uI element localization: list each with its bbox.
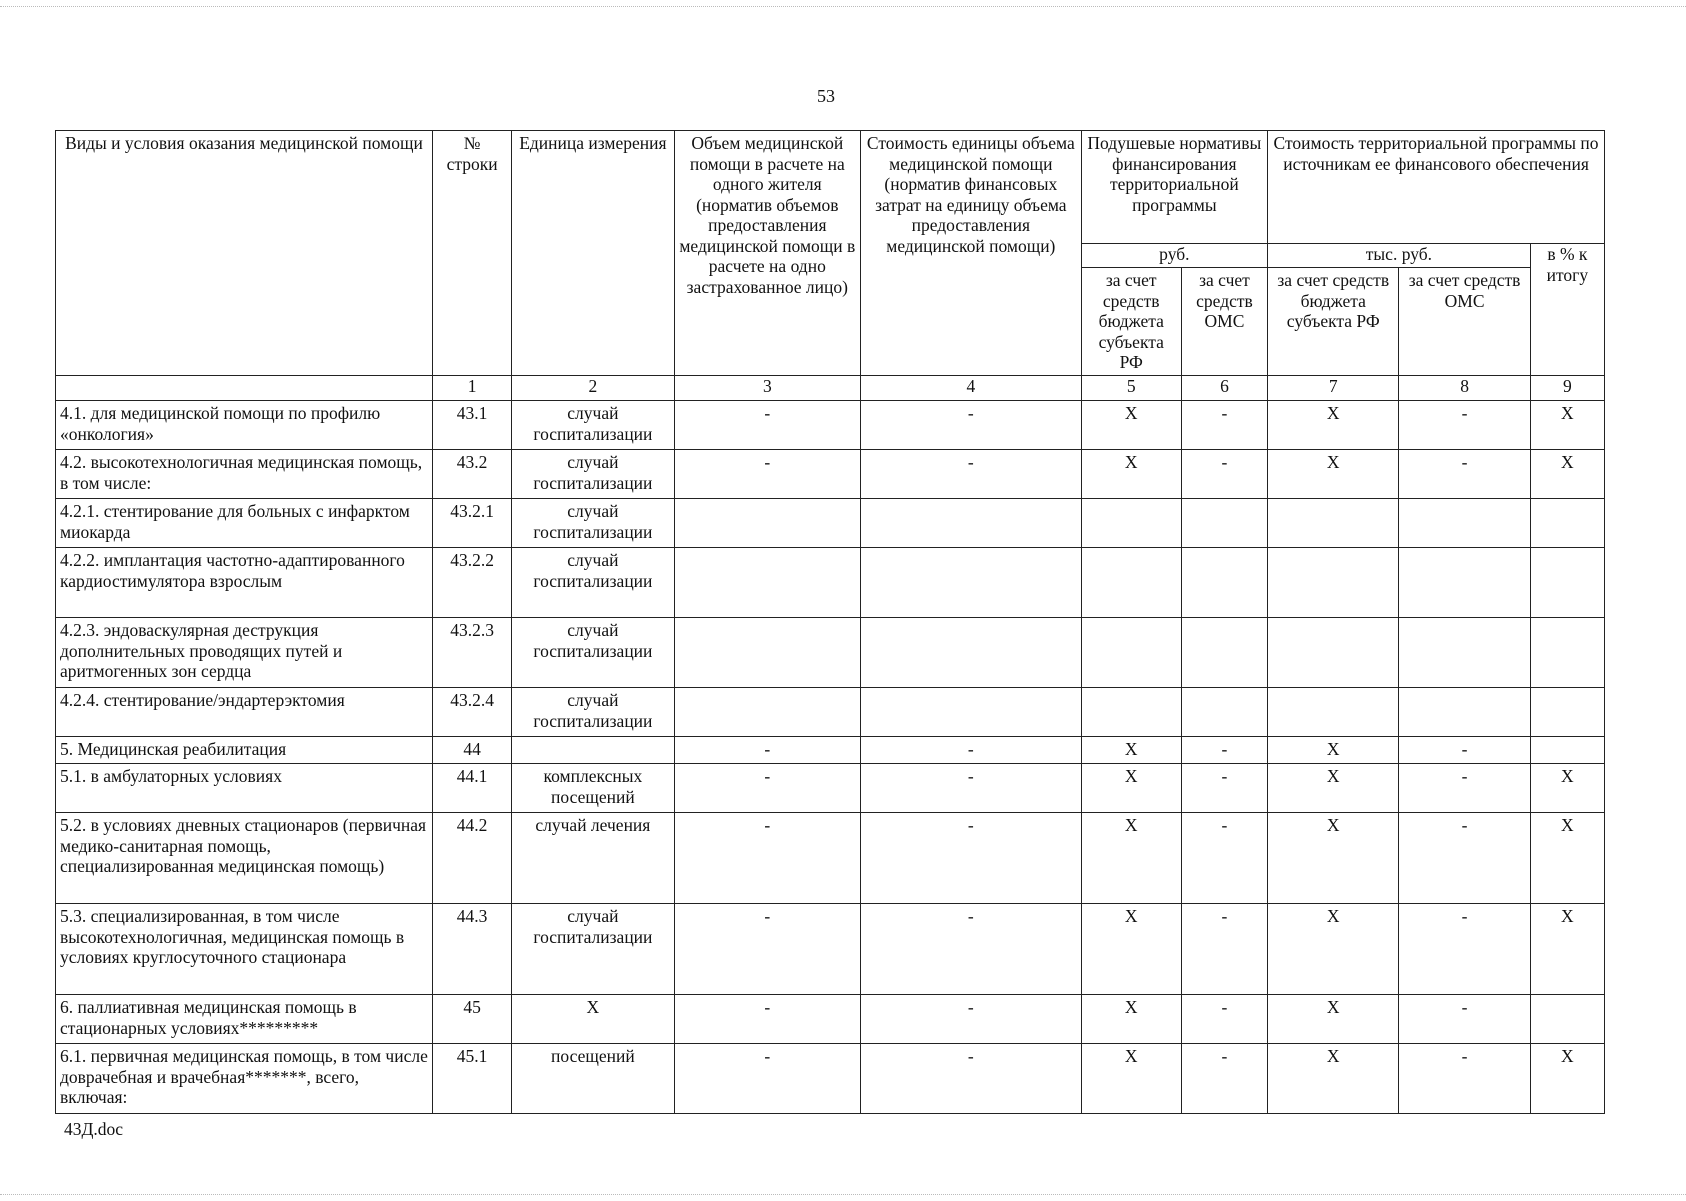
row-unit: X bbox=[512, 995, 674, 1044]
row-program-budget: X bbox=[1268, 1044, 1399, 1114]
row-percap-oms bbox=[1181, 499, 1267, 548]
row-percap-budget: X bbox=[1081, 401, 1181, 450]
row-unit: комплексных посещений bbox=[512, 764, 674, 813]
row-volume: - bbox=[674, 904, 860, 995]
row-percap-oms: - bbox=[1181, 813, 1267, 904]
table-row bbox=[56, 401, 1605, 450]
row-number: 44.1 bbox=[432, 764, 511, 813]
row-number: 43.2 bbox=[432, 450, 511, 499]
column-number: 9 bbox=[1530, 376, 1604, 401]
row-number: 43.1 bbox=[432, 401, 511, 450]
row-unit-cost: - bbox=[861, 737, 1082, 764]
row-percap-budget: X bbox=[1081, 813, 1181, 904]
table-row bbox=[56, 995, 1605, 1044]
row-volume bbox=[674, 548, 860, 618]
table-row bbox=[56, 737, 1605, 764]
row-number: 43.2.2 bbox=[432, 548, 511, 618]
row-number: 43.2.4 bbox=[432, 688, 511, 737]
row-unit-cost bbox=[861, 548, 1082, 618]
row-program-budget: X bbox=[1268, 737, 1399, 764]
row-unit-cost: - bbox=[861, 764, 1082, 813]
column-number: 5 bbox=[1081, 376, 1181, 401]
row-program-budget bbox=[1268, 499, 1399, 548]
row-unit: случай госпитализации bbox=[512, 450, 674, 499]
row-percap-budget: X bbox=[1081, 1044, 1181, 1114]
file-name-footer: 43Д.doc bbox=[64, 1119, 124, 1139]
scan-edge-top bbox=[0, 0, 1686, 7]
row-unit: случай госпитализации bbox=[512, 904, 674, 995]
table-row bbox=[56, 904, 1605, 995]
table-row bbox=[56, 813, 1605, 904]
row-percap-budget bbox=[1081, 499, 1181, 548]
row-name: 4.2.3. эндоваскулярная деструкция дополнительных проводящих путей и аритмогенных зон сердца bbox=[56, 618, 433, 688]
row-unit: посещений bbox=[512, 1044, 674, 1114]
row-volume: - bbox=[674, 401, 860, 450]
row-unit bbox=[512, 737, 674, 764]
row-program-oms bbox=[1399, 688, 1530, 737]
row-percent bbox=[1530, 737, 1604, 764]
row-unit-cost: - bbox=[861, 450, 1082, 499]
table-row bbox=[56, 450, 1605, 499]
row-percap-oms: - bbox=[1181, 1044, 1267, 1114]
row-percap-oms: - bbox=[1181, 764, 1267, 813]
column-number: 4 bbox=[861, 376, 1082, 401]
table-row bbox=[56, 548, 1605, 618]
header-unit: Единица измерения bbox=[512, 131, 674, 376]
row-percent bbox=[1530, 499, 1604, 548]
column-number: 6 bbox=[1181, 376, 1267, 401]
row-percap-oms bbox=[1181, 548, 1267, 618]
row-percent bbox=[1530, 618, 1604, 688]
table-row bbox=[56, 499, 1605, 548]
row-percap-budget bbox=[1081, 618, 1181, 688]
row-percap-budget: X bbox=[1081, 904, 1181, 995]
row-program-oms bbox=[1399, 548, 1530, 618]
table-row bbox=[56, 764, 1605, 813]
row-program-budget bbox=[1268, 548, 1399, 618]
row-percap-oms: - bbox=[1181, 995, 1267, 1044]
header-rub: руб. bbox=[1081, 244, 1267, 268]
header-sub-budget-5: за счет средств бюджета субъекта РФ bbox=[1081, 268, 1181, 376]
row-name: 4.2.1. стентирование для больных с инфарктом миокарда bbox=[56, 499, 433, 548]
row-program-oms: - bbox=[1399, 401, 1530, 450]
row-name: 6.1. первичная медицинская помощь, в том числе доврачебная и врачебная*******, всего, включая: bbox=[56, 1044, 433, 1114]
row-unit: случай госпитализации bbox=[512, 401, 674, 450]
row-unit: случай госпитализации bbox=[512, 618, 674, 688]
row-name: 5. Медицинская реабилитация bbox=[56, 737, 433, 764]
column-number: 8 bbox=[1399, 376, 1530, 401]
row-percent: X bbox=[1530, 450, 1604, 499]
row-percent: X bbox=[1530, 904, 1604, 995]
row-unit: случай лечения bbox=[512, 813, 674, 904]
row-percap-oms: - bbox=[1181, 737, 1267, 764]
table-row bbox=[56, 688, 1605, 737]
column-numbers-row bbox=[56, 376, 1605, 401]
column-number: 7 bbox=[1268, 376, 1399, 401]
row-percap-budget: X bbox=[1081, 764, 1181, 813]
row-unit-cost: - bbox=[861, 401, 1082, 450]
row-program-oms: - bbox=[1399, 904, 1530, 995]
row-program-budget: X bbox=[1268, 450, 1399, 499]
row-volume: - bbox=[674, 737, 860, 764]
row-program-oms: - bbox=[1399, 995, 1530, 1044]
row-percap-oms: - bbox=[1181, 904, 1267, 995]
row-unit: случай госпитализации bbox=[512, 548, 674, 618]
row-program-oms: - bbox=[1399, 813, 1530, 904]
column-number bbox=[56, 376, 433, 401]
row-number: 43.2.3 bbox=[432, 618, 511, 688]
header-sub-oms-6: за счет средств ОМС bbox=[1181, 268, 1267, 376]
column-number: 1 bbox=[432, 376, 511, 401]
page-number: 53 bbox=[817, 86, 835, 106]
header-per-capita: Подушевые нормативы финансирования территориальной программы bbox=[1081, 131, 1267, 244]
row-percap-budget: X bbox=[1081, 737, 1181, 764]
row-volume: - bbox=[674, 995, 860, 1044]
row-volume bbox=[674, 499, 860, 548]
row-unit-cost: - bbox=[861, 1044, 1082, 1114]
row-program-budget bbox=[1268, 688, 1399, 737]
row-program-budget: X bbox=[1268, 401, 1399, 450]
row-program-oms: - bbox=[1399, 1044, 1530, 1114]
row-percap-budget: X bbox=[1081, 450, 1181, 499]
header-volume: Объем медицинской помощи в расчете на одного жителя (норматив объемов предоставления медицинской помощи в расчете на одно застрахованное лицо) bbox=[674, 131, 860, 376]
row-volume: - bbox=[674, 1044, 860, 1114]
row-name: 6. паллиативная медицинская помощь в стационарных условиях********* bbox=[56, 995, 433, 1044]
row-percent: X bbox=[1530, 813, 1604, 904]
medical-care-table bbox=[55, 130, 1605, 1114]
row-number: 44 bbox=[432, 737, 511, 764]
row-unit-cost: - bbox=[861, 995, 1082, 1044]
row-program-oms bbox=[1399, 618, 1530, 688]
row-program-oms bbox=[1399, 499, 1530, 548]
header-sub-oms-8: за счет средств ОМС bbox=[1399, 268, 1530, 376]
column-number: 3 bbox=[674, 376, 860, 401]
header-program-cost: Стоимость территориальной программы по источникам ее финансового обеспечения bbox=[1268, 131, 1605, 244]
row-number: 45 bbox=[432, 995, 511, 1044]
row-name: 5.1. в амбулаторных условиях bbox=[56, 764, 433, 813]
row-unit-cost bbox=[861, 618, 1082, 688]
row-unit: случай госпитализации bbox=[512, 499, 674, 548]
row-percap-budget bbox=[1081, 548, 1181, 618]
column-number: 2 bbox=[512, 376, 674, 401]
header-sub-budget-7: за счет средств бюджета субъекта РФ bbox=[1268, 268, 1399, 376]
row-name: 4.2.4. стентирование/эндартерэктомия bbox=[56, 688, 433, 737]
row-volume: - bbox=[674, 813, 860, 904]
row-unit: случай госпитализации bbox=[512, 688, 674, 737]
row-percent: X bbox=[1530, 1044, 1604, 1114]
row-percap-oms bbox=[1181, 618, 1267, 688]
row-percent: X bbox=[1530, 401, 1604, 450]
row-number: 43.2.1 bbox=[432, 499, 511, 548]
table-row bbox=[56, 618, 1605, 688]
row-volume: - bbox=[674, 764, 860, 813]
row-percap-budget: X bbox=[1081, 995, 1181, 1044]
row-number: 44.3 bbox=[432, 904, 511, 995]
row-unit-cost bbox=[861, 688, 1082, 737]
row-name: 4.1. для медицинской помощи по профилю «онкология» bbox=[56, 401, 433, 450]
row-name: 4.2.2. имплантация частотно-адаптированного кардиостимулятора взрослым bbox=[56, 548, 433, 618]
table-row bbox=[56, 1044, 1605, 1114]
header-row-number: № строки bbox=[432, 131, 511, 376]
header-thous-rub: тыс. руб. bbox=[1268, 244, 1531, 268]
row-percent bbox=[1530, 548, 1604, 618]
row-unit-cost: - bbox=[861, 904, 1082, 995]
row-percap-oms: - bbox=[1181, 450, 1267, 499]
row-program-budget: X bbox=[1268, 904, 1399, 995]
row-number: 44.2 bbox=[432, 813, 511, 904]
row-percent: X bbox=[1530, 764, 1604, 813]
row-volume bbox=[674, 618, 860, 688]
row-program-budget bbox=[1268, 618, 1399, 688]
row-name: 5.2. в условиях дневных стационаров (первичная медико-санитарная помощь, специализированная медицинская помощь) bbox=[56, 813, 433, 904]
row-program-oms: - bbox=[1399, 450, 1530, 499]
row-unit-cost bbox=[861, 499, 1082, 548]
header-types: Виды и условия оказания медицинской помощи bbox=[56, 131, 433, 376]
row-volume bbox=[674, 688, 860, 737]
row-number: 45.1 bbox=[432, 1044, 511, 1114]
header-percent: в % к итогу bbox=[1530, 244, 1604, 376]
row-program-budget: X bbox=[1268, 813, 1399, 904]
header-unit-cost: Стоимость единицы объема медицинской помощи (норматив финансовых затрат на единицу объема предоставления медицинской помощи) bbox=[861, 131, 1082, 376]
row-percent bbox=[1530, 995, 1604, 1044]
row-program-oms: - bbox=[1399, 764, 1530, 813]
row-percap-oms bbox=[1181, 688, 1267, 737]
row-program-budget: X bbox=[1268, 995, 1399, 1044]
row-percent bbox=[1530, 688, 1604, 737]
row-percap-oms: - bbox=[1181, 401, 1267, 450]
row-unit-cost: - bbox=[861, 813, 1082, 904]
row-program-budget: X bbox=[1268, 764, 1399, 813]
row-percap-budget bbox=[1081, 688, 1181, 737]
row-name: 5.3. специализированная, в том числе высокотехнологичная, медицинская помощь в условиях круглосуточного стационара bbox=[56, 904, 433, 995]
row-program-oms: - bbox=[1399, 737, 1530, 764]
row-name: 4.2. высокотехнологичная медицинская помощь, в том числе: bbox=[56, 450, 433, 499]
row-volume: - bbox=[674, 450, 860, 499]
